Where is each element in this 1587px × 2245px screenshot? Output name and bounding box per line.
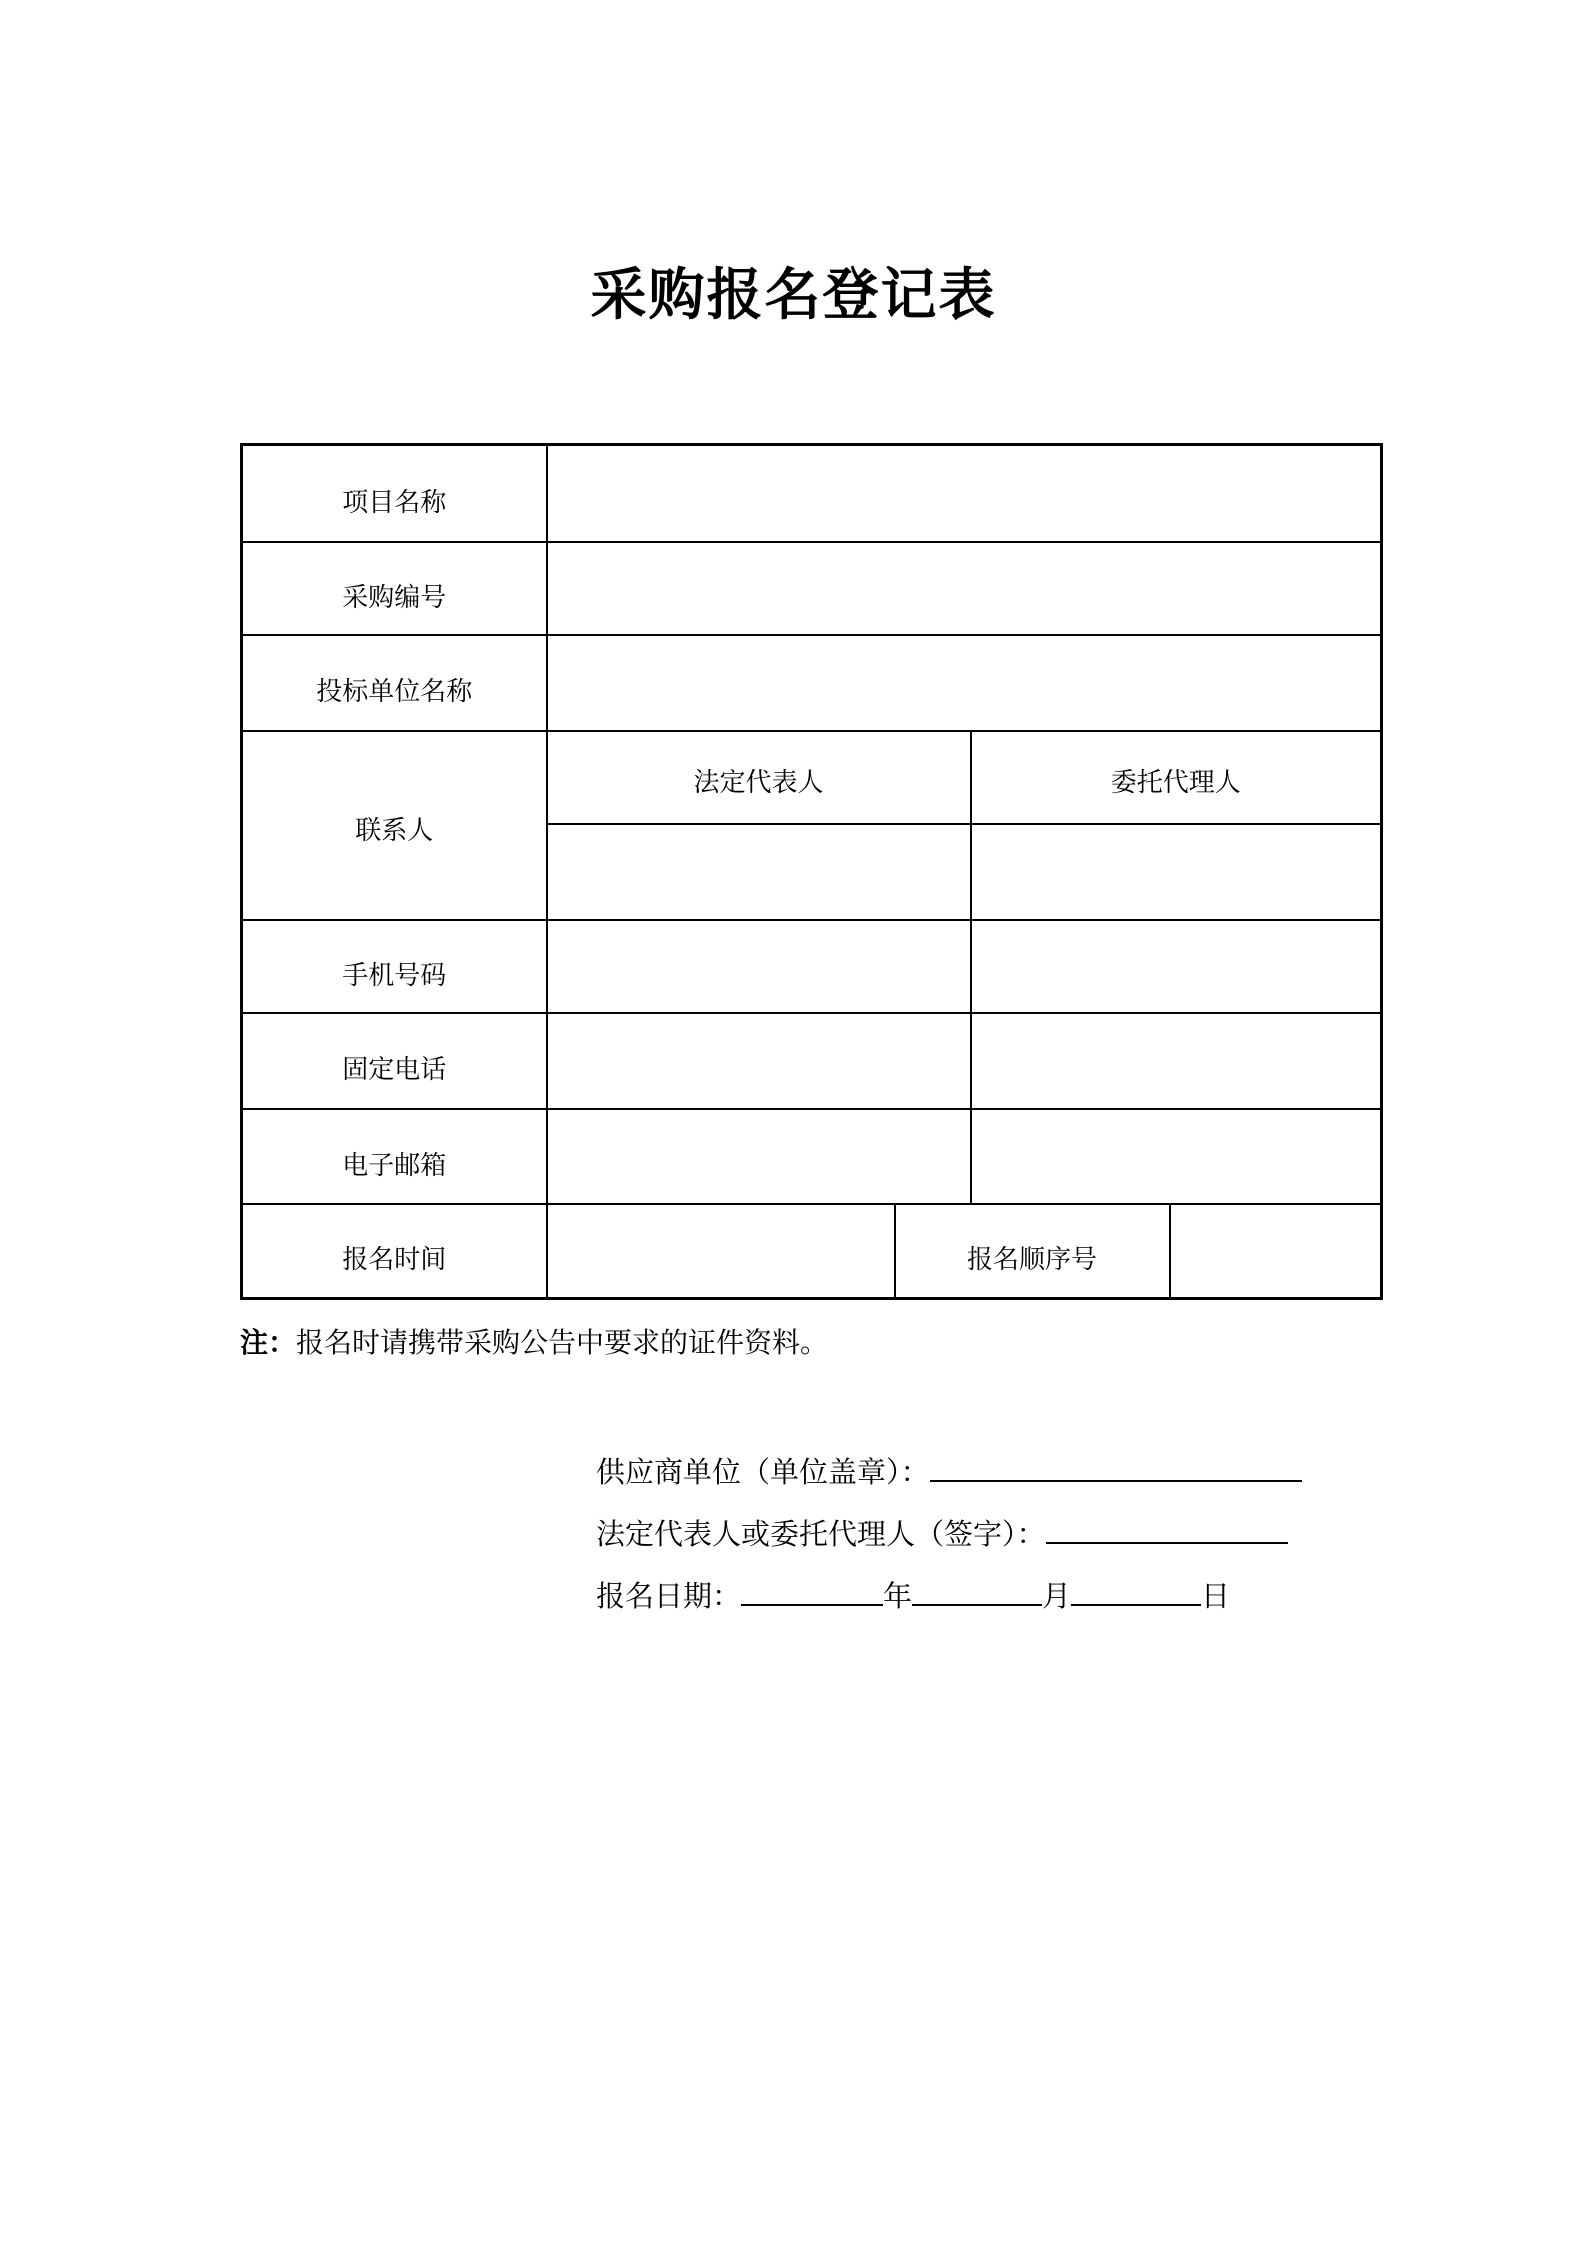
table-row <box>242 542 1382 635</box>
year-blank[interactable] <box>741 1574 883 1606</box>
table-row <box>242 920 1382 1013</box>
year-label: 年 <box>883 1579 913 1613</box>
registration-form-table <box>240 443 1383 1300</box>
table-row <box>242 731 1382 824</box>
reg-time-field[interactable] <box>547 1204 895 1299</box>
page-title: 采购报名登记表 <box>590 262 997 328</box>
email-label: 电子邮箱 <box>242 1109 547 1204</box>
table-row <box>242 1204 1382 1299</box>
date-label: 报名日期： <box>596 1579 742 1613</box>
day-blank[interactable] <box>1071 1574 1201 1606</box>
reg-time-label: 报名时间 <box>242 1204 547 1299</box>
agent-landline-field[interactable] <box>971 1013 1382 1109</box>
landline-label: 固定电话 <box>242 1013 547 1109</box>
project-name-field[interactable] <box>547 445 1382 542</box>
bidder-name-field[interactable] <box>547 635 1382 731</box>
legal-rep-header: 法定代表人 <box>547 731 971 824</box>
supplier-signature-line <box>596 1450 1302 1492</box>
legal-rep-landline-field[interactable] <box>547 1013 971 1109</box>
table-row <box>242 1109 1382 1204</box>
day-label: 日 <box>1201 1579 1231 1613</box>
representative-signature-line <box>596 1512 1288 1554</box>
month-label: 月 <box>1042 1579 1072 1613</box>
table-row <box>242 635 1382 731</box>
agent-mobile-field[interactable] <box>971 920 1382 1013</box>
agent-name-field[interactable] <box>971 824 1382 920</box>
legal-rep-email-field[interactable] <box>547 1109 971 1204</box>
reg-order-field[interactable] <box>1170 1204 1382 1299</box>
agent-email-field[interactable] <box>971 1109 1382 1204</box>
note-text: 报名时请携带采购公告中要求的证件资料。 <box>296 1326 829 1359</box>
table-row <box>242 1013 1382 1109</box>
representative-blank[interactable] <box>1046 1512 1288 1544</box>
bidder-name-label: 投标单位名称 <box>242 635 547 731</box>
mobile-label: 手机号码 <box>242 920 547 1013</box>
supplier-blank[interactable] <box>930 1450 1302 1482</box>
legal-rep-mobile-field[interactable] <box>547 920 971 1013</box>
project-name-label: 项目名称 <box>242 445 547 542</box>
procurement-no-field[interactable] <box>547 542 1382 635</box>
note-label: 注： <box>240 1326 297 1359</box>
registration-date-line <box>596 1574 1230 1616</box>
legal-rep-name-field[interactable] <box>547 824 971 920</box>
representative-label: 法定代表人或委托代理人（签字）： <box>596 1517 1046 1551</box>
supplier-label: 供应商单位（单位盖章）： <box>596 1455 930 1489</box>
agent-header: 委托代理人 <box>971 731 1382 824</box>
procurement-no-label: 采购编号 <box>242 542 547 635</box>
note <box>240 1323 828 1363</box>
contact-label: 联系人 <box>242 731 547 920</box>
table-row <box>242 445 1382 542</box>
month-blank[interactable] <box>912 1574 1042 1606</box>
reg-order-label: 报名顺序号 <box>895 1204 1170 1299</box>
